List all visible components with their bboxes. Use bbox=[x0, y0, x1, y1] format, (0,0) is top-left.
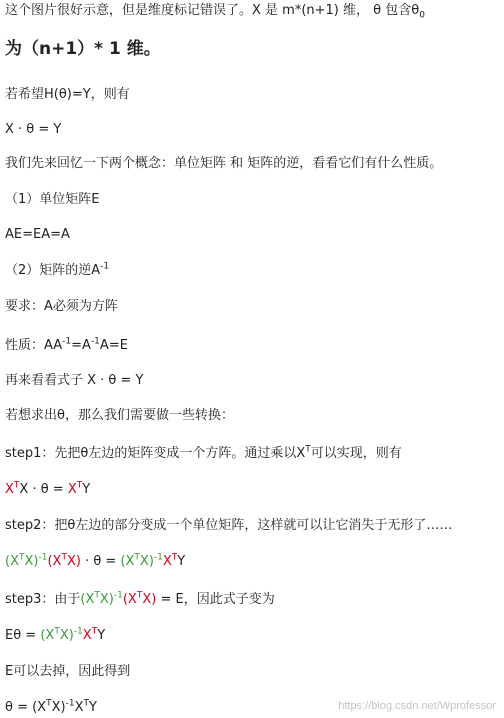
formula-step3: $E\theta = (X^TX)^{-1}X^TY$ bbox=[5, 626, 106, 643]
formula-identity: AE=EA=A bbox=[5, 227, 70, 242]
formula-x-theta-y: X · θ = Y bbox=[5, 122, 62, 137]
heading-matrix-inverse: （2）矩阵的逆$A^{-1}$ bbox=[5, 261, 110, 278]
formula-inverse-property: 性质：$AA^{-1}=A^{-1}A=E$ bbox=[5, 336, 128, 353]
formula-final: $\theta = (X^TX)^{-1}X^TY$ bbox=[5, 698, 97, 715]
heading-identity-matrix: （1）单位矩阵E bbox=[5, 192, 100, 207]
text-line-11: 再来看看式子 X · θ = Y bbox=[5, 373, 144, 388]
text-line-1: 这个图片很好示意，但是维度标记错误了。X 是 m*(n+1) 维， θ 包含$\theta_0$ bbox=[5, 3, 425, 21]
text-step1: step1：先把θ左边的矩阵变成一个方阵。通过乘以$X^T$可以实现，则有 bbox=[5, 444, 402, 461]
text-line-5: 我们先来回忆一下两个概念：单位矩阵 和 矩阵的逆，看看它们有什么性质。 bbox=[5, 156, 443, 171]
text-requirement: 要求：A必须为方阵 bbox=[5, 299, 118, 314]
watermark: https://blog.csdn.net/Wprofessor bbox=[338, 700, 496, 712]
text-line-19: E可以去掉，因此得到 bbox=[5, 664, 131, 679]
text-line-2: 为（n+1）* 1 维。 bbox=[5, 39, 161, 59]
text-line-12: 若想求出θ，那么我们需要做一些转换： bbox=[5, 408, 234, 423]
text-step3: step3：由于$(X^TX)^{-1}(X^TX) = E$，因此式子变为 bbox=[5, 590, 275, 607]
formula-step2: $(X^TX)^{-1}(X^TX) \cdot \theta = (X^TX)^{-1}X^TY$ bbox=[5, 552, 186, 569]
formula-step1: $X^TX \cdot \theta = X^TY$ bbox=[5, 480, 91, 497]
text-step2: step2：把θ左边的部分变成一个单位矩阵，这样就可以让它消失于无形了…… bbox=[5, 518, 453, 533]
text-line-3: 若希望H(θ)=Y，则有 bbox=[5, 87, 130, 102]
